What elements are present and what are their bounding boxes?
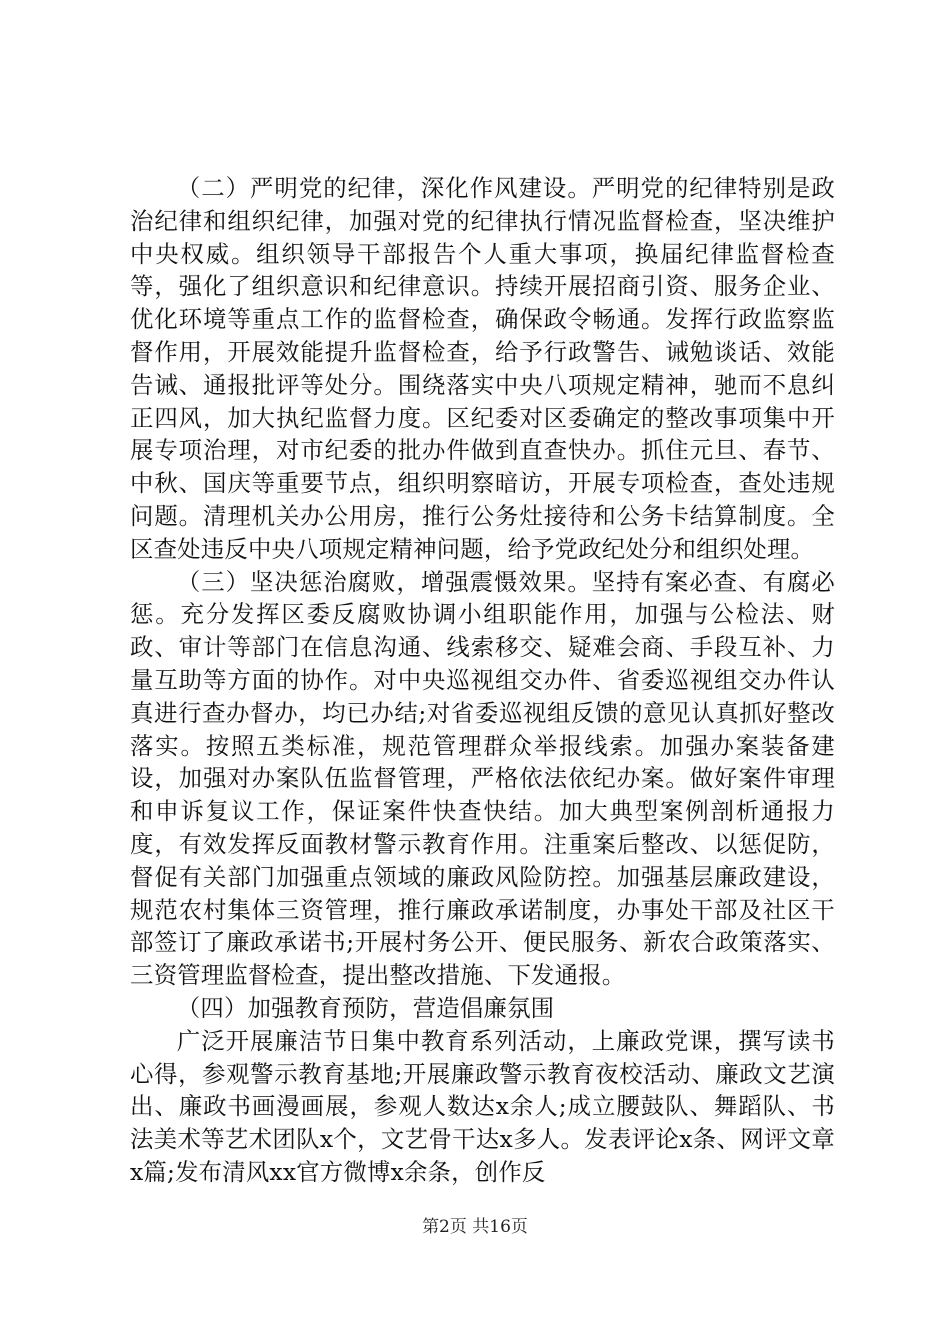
document-body [130, 172, 835, 1189]
page-footer: 第2页 共16页 [422, 1217, 528, 1237]
paragraph-discipline: （二）严明党的纪律，深化作风建设。严明党的纪律特别是政治纪律和组织纪律，加强对党的纪律执行情况监督检查，坚决维护中央权威。组织领导干部报告个人重大事项，换届纪律监督检查等，强化了组织意识和纪律意识。持续开展招商引资、服务企业、优化环境等重点工作的监督检查，确保政令畅通。发挥行政监察监督作用，开展效能提升监督检查，给予行政警告、诫勉谈话、效能告诫、通报批评等处分。围绕落实中央八项规定精神，驰而不息纠正四风，加大执纪监督力度。区纪委对区委确定的整改事项集中开展专项治理，对市纪委的批办件做到直查快办。抓住元旦、春节、中秋、国庆等重要节点，组织明察暗访，开展专项检查，查处违规问题。清理机关办公用房，推行公务灶接待和公务卡结算制度。全区查处违反中央八项规定精神问题，给予党政纪处分和组织处理。 [130, 174, 835, 563]
paragraph-anticorruption: （三）坚决惩治腐败，增强震慑效果。坚持有案必查、有腐必惩。充分发挥区委反腐败协调小组职能作用，加强与公检法、财政、审计等部门在信息沟通、线索移交、疑难会商、手段互补、力量互助等方面的协作。对中央巡视组交办件、省委巡视组交办件认真进行查办督办，均已办结;对省委巡视组反馈的意见认真抓好整改落实。按照五类标准，规范管理群众举报线索。加强办案装备建设，加强对办案队伍监督管理，严格依法依纪办案。做好案件审理和申诉复议工作，保证案件快查快结。加大典型案例剖析通报力度，有效发挥反面教材警示教育作用。注重案后整改、以惩促防，督促有关部门加强重点领域的廉政风险防控。加强基层廉政建设，规范农村集体三资管理，推行廉政承诺制度，办事处干部及社区干部签订了廉政承诺书;开展村务公开、便民服务、新农合政策落实、三资管理监督检查，提出整改措施、下发通报。 [130, 567, 835, 990]
paragraph-heading-education: （四）加强教育预防，营造倡廉氛围 [176, 993, 555, 1022]
paragraph-education-activities: 广泛开展廉洁节日集中教育系列活动，上廉政党课，撰写读书心得，参观警示教育基地;开展廉政警示教育夜校活动、廉政文艺演出、廉政书画漫画展，参观人数达x余人;成立腰鼓队、舞蹈队、书法美术等艺术团队x个，文艺骨干达x多人。发表评论x条、网评文章x篇;发布清风xx官方微博x余条，创作反 [130, 1026, 835, 1186]
